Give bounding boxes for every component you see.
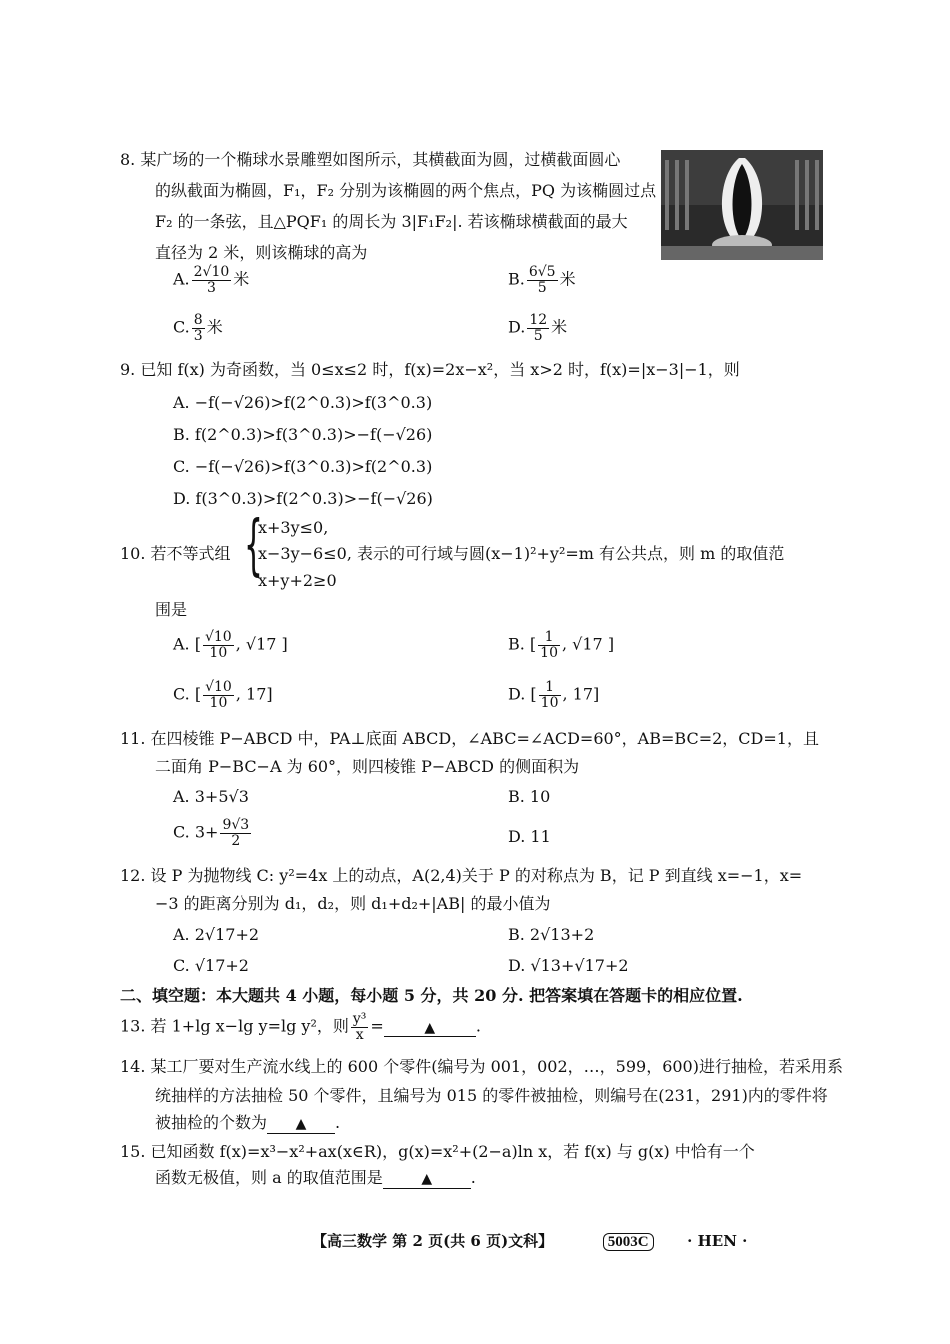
- q8-a-numerator: 2√10: [193, 264, 230, 280]
- q9-option-d: D. f(3^0.3)>f(2^0.3)>−f(−√26): [173, 489, 433, 508]
- section-2-heading: 二、填空题：本大题共 4 小题，每小题 5 分，共 20 分. 把答案填在答题卡的相应位置.: [120, 986, 743, 1005]
- sculpture-photo: [661, 150, 823, 260]
- q10-brace: {: [244, 506, 263, 583]
- q13: 13. 若 1+lg x−lg y=lg y²，则 $\frac{\text{y³}}{x}$ = ▲ .: [120, 1011, 481, 1043]
- q8-a-denominator: 3: [207, 279, 216, 296]
- q10-option-b: B. [ $\frac{1}{10}$ , √17 ]: [508, 629, 615, 661]
- q11-line2: 二面角 P−BC−A 为 60°，则四棱锥 P−ABCD 的侧面积为: [155, 757, 580, 776]
- q10-option-a: A. [ $\frac{√10}{10}$ , √17 ]: [173, 629, 288, 661]
- q11-line1: 11. 在四棱锥 P−ABCD 中，PA⊥底面 ABCD，∠ABC=∠ACD=60°，AB=BC=2，CD=1，且: [120, 729, 819, 748]
- q10-ineq1: x+3y≤0,: [258, 518, 329, 537]
- q12-option-c: C. √17+2: [173, 956, 249, 975]
- q8-c-denominator: 3: [193, 327, 203, 344]
- q11-option-d: D. 11: [508, 827, 551, 846]
- q14-line3: 被抽检的个数为 ▲ .: [155, 1113, 341, 1132]
- q10-ineq2: x−3y−6≤0, 表示的可行域与圆(x−1)²+y²=m 有公共点，则 m 的取值范: [258, 544, 785, 563]
- footer-tag: · HEN ·: [687, 1232, 748, 1250]
- q15-line2: 函数无极值，则 a 的取值范围是 ▲ .: [155, 1168, 476, 1187]
- q8-option-d: D. $\frac{12}{5}$ 米: [508, 312, 568, 344]
- q12-option-d: D. √13+√17+2: [508, 956, 629, 975]
- q10-option-d: D. [ $\frac{1}{10}$ , 17]: [508, 679, 600, 711]
- q8-option-c: C. $\frac{8}{3}$ 米: [173, 312, 223, 344]
- q8-line4: 直径为 2 米，则该椭球的高为: [155, 243, 368, 262]
- q8-line2: 的纵截面为椭圆，F₁，F₂ 分别为该椭圆的两个焦点，PQ 为该椭圆过点: [155, 181, 657, 200]
- q8-option-b: B. $\frac{6√5}{5}$ 米: [508, 264, 576, 296]
- q14-answer-blank: ▲: [267, 1113, 335, 1134]
- q12-line2: −3 的距离分别为 d₁，d₂，则 d₁+d₂+|AB| 的最小值为: [155, 894, 551, 913]
- footer-code: 5003C: [603, 1233, 654, 1251]
- q13-answer-blank: ▲: [384, 1017, 476, 1038]
- q11-option-a: A. 3+5√3: [173, 787, 249, 806]
- q9-option-a: A. −f(−√26)>f(2^0.3)>f(3^0.3): [173, 393, 433, 412]
- q14-line2: 统抽样的方法抽检 50 个零件，且编号为 015 的零件被抽检，则编号在(231，291)内的零件将: [155, 1086, 828, 1105]
- q12-option-b: B. 2√13+2: [508, 925, 595, 944]
- q10-ineq3: x+y+2≥0: [258, 571, 337, 590]
- page-footer: [312, 1232, 747, 1251]
- q11-option-b: B. 10: [508, 787, 551, 806]
- q9-option-b: B. f(2^0.3)>f(3^0.3)>−f(−√26): [173, 425, 433, 444]
- footer-label: 【高三数学 第 2 页(共 6 页)文科】: [312, 1232, 554, 1250]
- q9-option-c: C. −f(−√26)>f(3^0.3)>f(2^0.3): [173, 457, 433, 476]
- q12-line1: 12. 设 P 为抛物线 C: y²=4x 上的动点，A(2,4)关于 P 的对称点为 B，记 P 到直线 x=−1，x=: [120, 866, 803, 885]
- q9-stem: 9. 已知 f(x) 为奇函数，当 0≤x≤2 时，f(x)=2x−x²，当 x>2 时，f(x)=|x−3|−1，则: [120, 360, 740, 379]
- q8-b-numerator: 6√5: [528, 264, 556, 280]
- q8-d-denominator: 5: [533, 327, 543, 344]
- sculpture-image: [661, 150, 823, 260]
- q14-line1: 14. 某工厂要对生产流水线上的 600 个零件(编号为 001，002，…，599，600)进行抽检，若采用系: [120, 1057, 843, 1076]
- q8-line3: F₂ 的一条弦，且△PQF₁ 的周长为 3|F₁F₂|. 若该椭球横截面的最大: [155, 212, 628, 231]
- q15-answer-blank: ▲: [383, 1168, 471, 1189]
- q12-option-a: A. 2√17+2: [173, 925, 260, 944]
- q8-line1: 8. 某广场的一个椭球水景雕塑如图所示，其横截面为圆，过横截面圆心: [120, 150, 621, 169]
- q11-option-c: C. 3+ $\frac{9√3}{2}$: [173, 817, 250, 849]
- q8-c-numerator: 8: [193, 312, 203, 328]
- q15-line1: 15. 已知函数 f(x)=x³−x²+ax(x∈R)，g(x)=x²+(2−a)ln x，若 f(x) 与 g(x) 中恰有一个: [120, 1142, 755, 1161]
- q8-d-numerator: 12: [529, 312, 548, 328]
- q10-prefix: 10. 若不等式组: [120, 544, 231, 563]
- q10-option-c: C. [ $\frac{√10}{10}$ , 17]: [173, 679, 273, 711]
- q8-option-a: A. $\frac{2√10}{3}$ 米: [173, 264, 250, 296]
- q10-continuation: 围是: [155, 600, 188, 619]
- q8-b-denominator: 5: [537, 279, 547, 296]
